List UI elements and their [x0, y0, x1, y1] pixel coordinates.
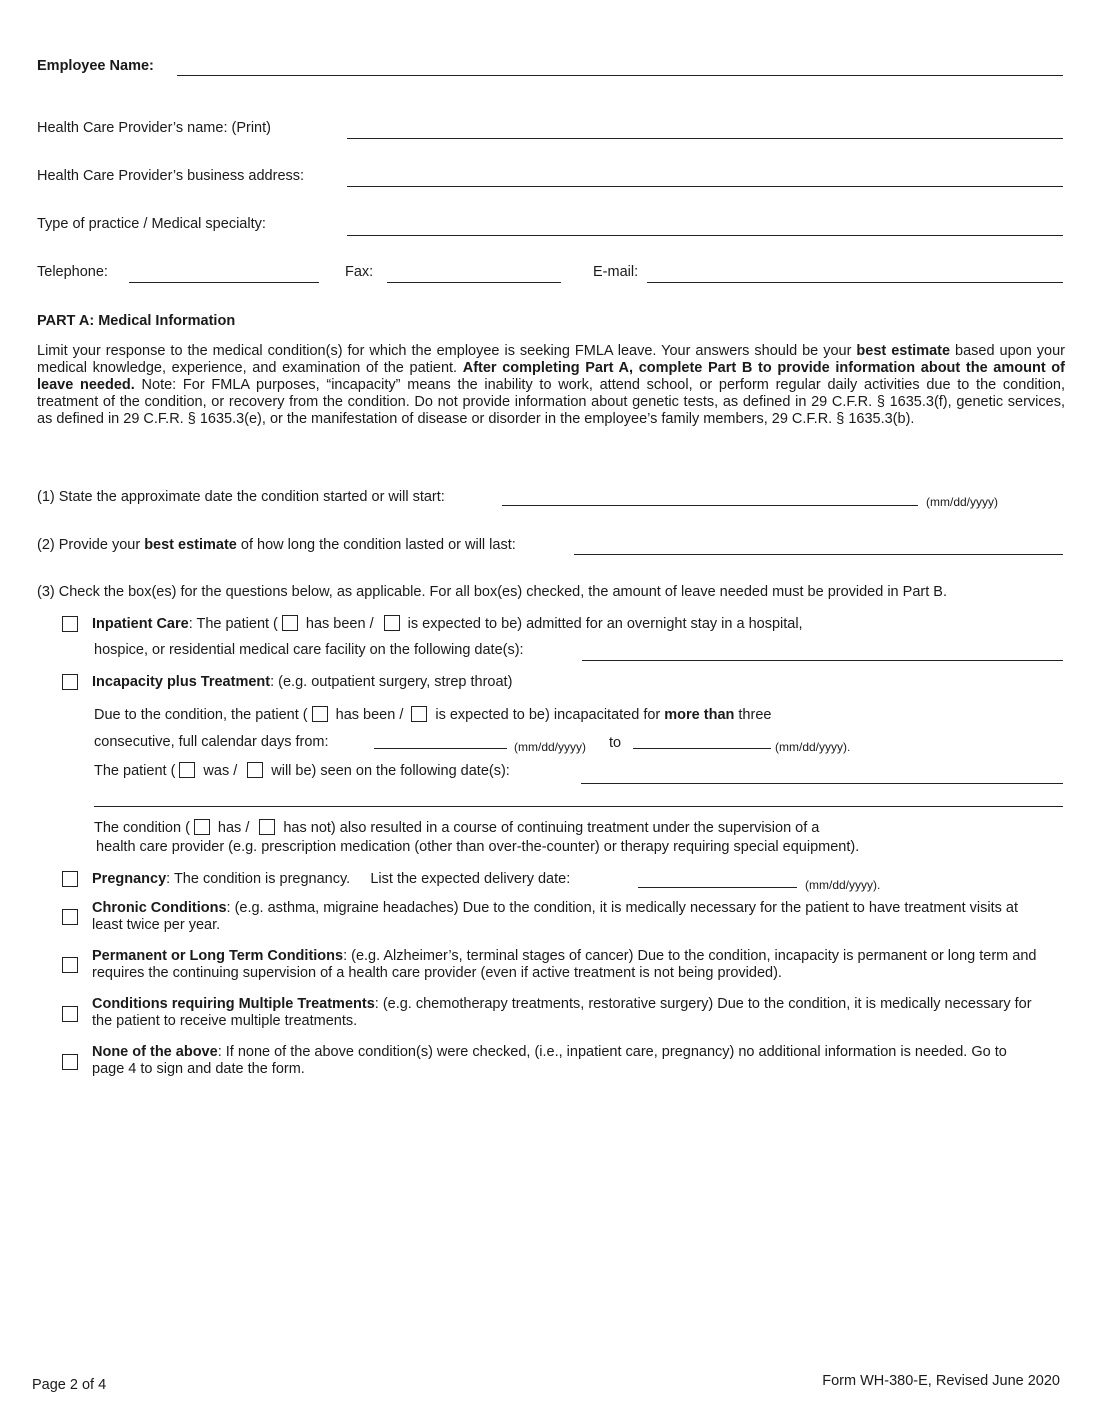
incapacity-to-format: (mm/dd/yyyy). — [775, 740, 851, 754]
inpatient-care-checkbox[interactable] — [62, 616, 78, 632]
provider-name-label: Health Care Provider’s name: (Print) — [37, 120, 271, 136]
inpatient-care-line1: Inpatient Care: The patient ( has been / is expected to be) admitted for an overnight stay in a hospital, — [92, 616, 803, 632]
chronic-conditions-checkbox[interactable] — [62, 909, 78, 925]
provider-address-field[interactable] — [347, 186, 1063, 187]
incapacity-to-date-field[interactable] — [633, 748, 771, 749]
q1-date-field[interactable] — [502, 505, 918, 506]
incapacity-due-line: Due to the condition, the patient ( has been / is expected to be) incapacitated for more than three — [94, 707, 772, 723]
telephone-label: Telephone: — [37, 264, 108, 280]
email-field[interactable] — [647, 282, 1063, 283]
email-label: E-mail: — [593, 264, 639, 280]
inpatient-has-been-checkbox[interactable] — [282, 615, 298, 631]
seen-dates-field[interactable] — [581, 783, 1063, 784]
page-number: Page 2 of 4 — [32, 1377, 107, 1393]
specialty-field[interactable] — [347, 235, 1063, 236]
chronic-conditions-text: Chronic Conditions: (e.g. asthma, migraine headaches) Due to the condition, it is medically necessary for the patient to have treatment visits at least twice per year. — [92, 900, 1018, 933]
incapacity-to-label: to — [609, 735, 622, 751]
condition-has-not-checkbox[interactable] — [259, 819, 275, 835]
incapacity-consecutive-label: consecutive, full calendar days from: — [94, 734, 329, 750]
part-a-intro: Limit your response to the medical condition(s) for which the employee is seeking FMLA leave. Your answers should be your best estimate based upon your medical knowledge, experience, and examination of the patient. After completing Part A, complete Part B to provide information about the amount of leave needed. Note: For FMLA purposes, “incapacity” means the inability to work, attend school, or perform regular daily activities due to the condition, treatment of the condition, or recovery from the condition. Do not provide information about genetic tests, as defined in 29 C.F.R. § 1635.3(f), genetic services, as defined in 29 C.F.R. § 1635.3(e), or the manifestation of disease or disorder in the employee’s family members, 29 C.F.R. § 1635.3(b). — [37, 343, 1066, 427]
delivery-date-format: (mm/dd/yyyy). — [805, 878, 881, 892]
incapacity-treatment-title: Incapacity plus Treatment: (e.g. outpatient surgery, strep throat) — [92, 674, 513, 690]
incapacity-from-format: (mm/dd/yyyy) — [514, 740, 586, 754]
provider-address-label: Health Care Provider’s business address: — [37, 168, 305, 184]
provider-name-field[interactable] — [347, 138, 1063, 139]
permanent-conditions-text: Permanent or Long Term Conditions: (e.g. Alzheimer’s, terminal stages of cancer) Due to the condition, incapacity is permanent or long term and requires the continuing supervision of a health care provider (even if active treatment is not being provided). — [92, 948, 1037, 981]
inpatient-expected-checkbox[interactable] — [384, 615, 400, 631]
pregnancy-line: Pregnancy: The condition is pregnancy. List the expected delivery date: — [92, 871, 571, 887]
q2-duration-field[interactable] — [574, 554, 1063, 555]
condition-continuing-line1: The condition ( has / has not) also resulted in a course of continuing treatment under the supervision of a — [94, 820, 820, 836]
q2-label: (2) Provide your best estimate of how long the condition lasted or will last: — [37, 537, 516, 553]
pregnancy-checkbox[interactable] — [62, 871, 78, 887]
seen-dates-field-extra[interactable] — [94, 806, 1063, 807]
inpatient-care-line2: hospice, or residential medical care facility on the following date(s): — [94, 642, 524, 658]
employee-name-label: Employee Name: — [37, 58, 154, 74]
seen-was-checkbox[interactable] — [179, 762, 195, 778]
inpatient-dates-field[interactable] — [582, 660, 1063, 661]
incapacity-from-date-field[interactable] — [374, 748, 507, 749]
permanent-conditions-checkbox[interactable] — [62, 957, 78, 973]
fax-field[interactable] — [387, 282, 561, 283]
employee-name-field[interactable] — [177, 75, 1063, 76]
incapacity-expected-checkbox[interactable] — [411, 706, 427, 722]
multiple-treatments-checkbox[interactable] — [62, 1006, 78, 1022]
q3-label: (3) Check the box(es) for the questions below, as applicable. For all box(es) checked, the amount of leave needed must be provided in Part B. — [37, 584, 947, 600]
specialty-label: Type of practice / Medical specialty: — [37, 216, 266, 232]
condition-continuing-line2: health care provider (e.g. prescription medication (other than over-the-counter) or therapy requiring special equipment). — [96, 839, 860, 855]
none-of-above-text: None of the above: If none of the above condition(s) were checked, (i.e., inpatient care, pregnancy) no additional information is needed. Go to page 4 to sign and date the form. — [92, 1044, 1007, 1077]
form-id: Form WH-380-E, Revised June 2020 — [822, 1373, 1060, 1389]
multiple-treatments-text: Conditions requiring Multiple Treatments: (e.g. chemotherapy treatments, restorative surgery) Due to the condition, it is medically necessary for the patient to receive multiple treatments. — [92, 996, 1032, 1029]
delivery-date-field[interactable] — [638, 887, 797, 888]
condition-has-checkbox[interactable] — [194, 819, 210, 835]
incapacity-seen-line: The patient ( was / will be) seen on the following date(s): — [94, 763, 510, 779]
telephone-field[interactable] — [129, 282, 319, 283]
seen-will-be-checkbox[interactable] — [247, 762, 263, 778]
incapacity-treatment-checkbox[interactable] — [62, 674, 78, 690]
none-of-above-checkbox[interactable] — [62, 1054, 78, 1070]
incapacity-has-been-checkbox[interactable] — [312, 706, 328, 722]
fax-label: Fax: — [345, 264, 374, 280]
q1-date-format: (mm/dd/yyyy) — [926, 495, 998, 509]
part-a-heading: PART A: Medical Information — [37, 313, 236, 329]
q1-label: (1) State the approximate date the condition started or will start: — [37, 489, 445, 505]
